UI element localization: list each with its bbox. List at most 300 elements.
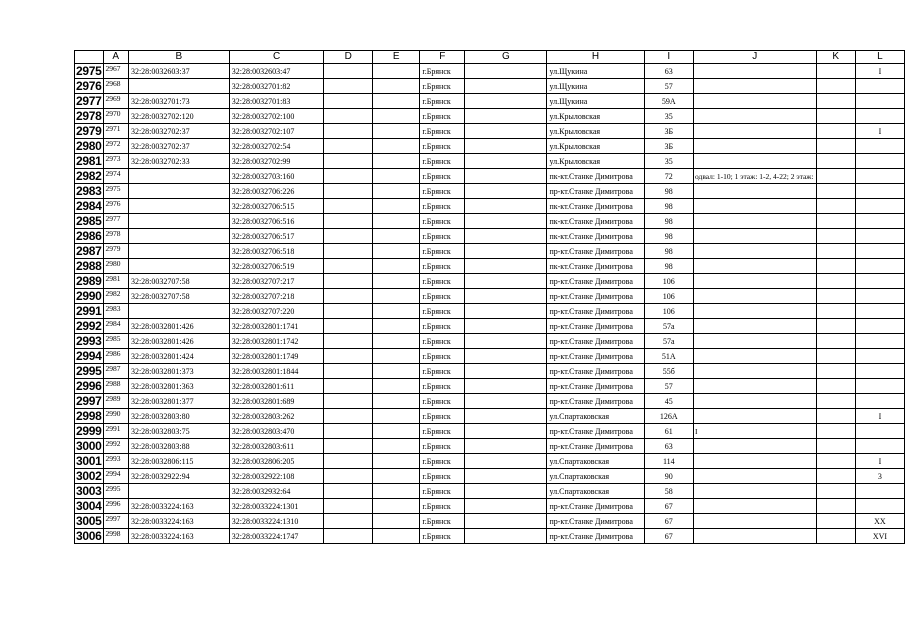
cell-h[interactable]: ул.Щукина xyxy=(547,79,644,94)
cell-c[interactable]: 32:28:0032922:108 xyxy=(229,469,324,484)
row-number[interactable]: 2977 xyxy=(76,93,102,108)
cell-e[interactable] xyxy=(372,424,419,439)
cell-a[interactable]: 2990 xyxy=(103,409,128,424)
row-number[interactable]: 2994 xyxy=(76,348,102,363)
cell-l[interactable] xyxy=(855,394,904,409)
cell-a[interactable]: 2982 xyxy=(103,289,128,304)
cell-i[interactable]: 90 xyxy=(644,469,693,484)
cell-d[interactable] xyxy=(324,364,372,379)
cell-i[interactable]: 45 xyxy=(644,394,693,409)
column-header-l[interactable]: L xyxy=(855,51,904,64)
cell-g[interactable] xyxy=(465,409,547,424)
cell-d[interactable] xyxy=(324,199,372,214)
row-number[interactable]: 2983 xyxy=(76,183,102,198)
cell-c[interactable]: 32:28:0032801:611 xyxy=(229,379,324,394)
cell-h[interactable]: ул.Крыловская xyxy=(547,154,644,169)
cell-f[interactable]: г.Брянск xyxy=(420,214,465,229)
cell-k[interactable] xyxy=(816,139,855,154)
cell-d[interactable] xyxy=(324,454,372,469)
cell-i[interactable]: 98 xyxy=(644,229,693,244)
cell-b[interactable]: 32:28:0032803:88 xyxy=(128,439,229,454)
cell-c[interactable]: 32:28:0032803:611 xyxy=(229,439,324,454)
cell-k[interactable] xyxy=(816,439,855,454)
cell-f[interactable]: г.Брянск xyxy=(420,319,465,334)
cell-j[interactable] xyxy=(694,394,817,409)
cell-g[interactable] xyxy=(465,229,547,244)
cell-j[interactable] xyxy=(694,289,817,304)
cell-k[interactable] xyxy=(816,364,855,379)
cell-a[interactable]: 2994 xyxy=(103,469,128,484)
cell-f[interactable]: г.Брянск xyxy=(420,124,465,139)
row-number[interactable]: 2978 xyxy=(76,108,102,123)
cell-e[interactable] xyxy=(372,469,419,484)
cell-g[interactable] xyxy=(465,214,547,229)
cell-l[interactable] xyxy=(855,94,904,109)
cell-h[interactable]: пр-кт.Станке Димитрова xyxy=(547,514,644,529)
cell-k[interactable] xyxy=(816,229,855,244)
cell-i[interactable]: 59А xyxy=(644,94,693,109)
cell-j[interactable] xyxy=(694,79,817,94)
cell-i[interactable]: 98 xyxy=(644,184,693,199)
cell-h[interactable]: ул.Щукина xyxy=(547,64,644,79)
cell-g[interactable] xyxy=(465,169,547,184)
cell-a[interactable]: 2977 xyxy=(103,214,128,229)
cell-f[interactable]: г.Брянск xyxy=(420,289,465,304)
cell-a[interactable]: 2998 xyxy=(103,529,128,544)
row-number[interactable]: 2997 xyxy=(76,393,102,408)
cell-i[interactable]: 63 xyxy=(644,64,693,79)
cell-k[interactable] xyxy=(816,349,855,364)
cell-b[interactable]: 32:28:0032801:426 xyxy=(128,319,229,334)
cell-k[interactable] xyxy=(816,469,855,484)
cell-f[interactable]: г.Брянск xyxy=(420,64,465,79)
cell-e[interactable] xyxy=(372,94,419,109)
cell-a[interactable]: 2974 xyxy=(103,169,128,184)
cell-g[interactable] xyxy=(465,94,547,109)
cell-c[interactable]: 32:28:0032702:99 xyxy=(229,154,324,169)
cell-a[interactable]: 2980 xyxy=(103,259,128,274)
cell-l[interactable] xyxy=(855,304,904,319)
cell-g[interactable] xyxy=(465,529,547,544)
cell-l[interactable] xyxy=(855,274,904,289)
cell-a[interactable]: 2983 xyxy=(103,304,128,319)
cell-a[interactable]: 2972 xyxy=(103,139,128,154)
cell-h[interactable]: ул.Крыловская xyxy=(547,139,644,154)
cell-d[interactable] xyxy=(324,334,372,349)
cell-b[interactable] xyxy=(128,214,229,229)
cell-j[interactable] xyxy=(694,184,817,199)
row-number[interactable]: 3005 xyxy=(76,513,102,528)
cell-d[interactable] xyxy=(324,109,372,124)
cell-f[interactable]: г.Брянск xyxy=(420,379,465,394)
cell-d[interactable] xyxy=(324,94,372,109)
cell-l[interactable] xyxy=(855,229,904,244)
row-number[interactable]: 2982 xyxy=(76,168,102,183)
row-number[interactable]: 2998 xyxy=(76,408,102,423)
row-number[interactable]: 2985 xyxy=(76,213,102,228)
cell-h[interactable]: ул.Крыловская xyxy=(547,109,644,124)
row-number[interactable]: 2980 xyxy=(76,138,102,153)
cell-i[interactable]: 57 xyxy=(644,379,693,394)
cell-d[interactable] xyxy=(324,379,372,394)
row-number[interactable]: 2995 xyxy=(76,363,102,378)
cell-f[interactable]: г.Брянск xyxy=(420,184,465,199)
cell-j[interactable] xyxy=(694,169,817,184)
cell-d[interactable] xyxy=(324,394,372,409)
cell-i[interactable]: 98 xyxy=(644,244,693,259)
cell-i[interactable]: 98 xyxy=(644,199,693,214)
cell-d[interactable] xyxy=(324,439,372,454)
cell-e[interactable] xyxy=(372,439,419,454)
column-header-c[interactable]: C xyxy=(229,51,324,64)
cell-c[interactable]: 32:28:0032801:1749 xyxy=(229,349,324,364)
row-number[interactable]: 2992 xyxy=(76,318,102,333)
cell-f[interactable]: г.Брянск xyxy=(420,394,465,409)
cell-j[interactable] xyxy=(694,94,817,109)
cell-j[interactable] xyxy=(694,514,817,529)
cell-e[interactable] xyxy=(372,514,419,529)
cell-j[interactable] xyxy=(694,319,817,334)
cell-k[interactable] xyxy=(816,274,855,289)
cell-h[interactable]: пр-кт.Станке Димитрова xyxy=(547,244,644,259)
cell-b[interactable]: 32:28:0032701:73 xyxy=(128,94,229,109)
cell-l[interactable] xyxy=(855,244,904,259)
cell-c[interactable]: 32:28:0032701:83 xyxy=(229,94,324,109)
cell-j[interactable] xyxy=(694,349,817,364)
cell-d[interactable] xyxy=(324,274,372,289)
cell-b[interactable]: 32:28:0032801:373 xyxy=(128,364,229,379)
cell-f[interactable]: г.Брянск xyxy=(420,259,465,274)
cell-e[interactable] xyxy=(372,184,419,199)
cell-i[interactable]: 57а xyxy=(644,319,693,334)
cell-f[interactable]: г.Брянск xyxy=(420,139,465,154)
cell-d[interactable] xyxy=(324,244,372,259)
cell-i[interactable]: 126А xyxy=(644,409,693,424)
cell-k[interactable] xyxy=(816,304,855,319)
cell-h[interactable]: пр-кт.Станке Димитрова xyxy=(547,184,644,199)
cell-l[interactable] xyxy=(855,484,904,499)
cell-b[interactable] xyxy=(128,229,229,244)
cell-g[interactable] xyxy=(465,64,547,79)
cell-h[interactable]: ул.Щукина xyxy=(547,94,644,109)
cell-k[interactable] xyxy=(816,259,855,274)
cell-b[interactable] xyxy=(128,484,229,499)
cell-c[interactable]: 32:28:0032707:217 xyxy=(229,274,324,289)
cell-k[interactable] xyxy=(816,529,855,544)
cell-l[interactable]: XVI xyxy=(855,529,904,544)
cell-i[interactable]: 63 xyxy=(644,439,693,454)
cell-j[interactable] xyxy=(694,274,817,289)
cell-g[interactable] xyxy=(465,499,547,514)
cell-j[interactable] xyxy=(694,304,817,319)
cell-a[interactable]: 2979 xyxy=(103,244,128,259)
cell-c[interactable]: 32:28:0032707:220 xyxy=(229,304,324,319)
cell-l[interactable] xyxy=(855,319,904,334)
cell-d[interactable] xyxy=(324,184,372,199)
cell-k[interactable] xyxy=(816,454,855,469)
cell-f[interactable]: г.Брянск xyxy=(420,469,465,484)
cell-f[interactable]: г.Брянск xyxy=(420,169,465,184)
cell-i[interactable]: 3Б xyxy=(644,139,693,154)
row-number[interactable]: 2996 xyxy=(76,378,102,393)
cell-j[interactable] xyxy=(694,259,817,274)
cell-i[interactable]: 57 xyxy=(644,79,693,94)
cell-f[interactable]: г.Брянск xyxy=(420,109,465,124)
cell-d[interactable] xyxy=(324,79,372,94)
cell-k[interactable] xyxy=(816,124,855,139)
cell-j[interactable] xyxy=(694,454,817,469)
cell-e[interactable] xyxy=(372,409,419,424)
cell-g[interactable] xyxy=(465,319,547,334)
cell-h[interactable]: пр-кт.Станке Димитрова xyxy=(547,379,644,394)
cell-b[interactable]: 32:28:0032603:37 xyxy=(128,64,229,79)
cell-l[interactable] xyxy=(855,499,904,514)
cell-h[interactable]: пр-кт.Станке Димитрова xyxy=(547,364,644,379)
row-number[interactable]: 2975 xyxy=(76,63,102,78)
row-number[interactable]: 2990 xyxy=(76,288,102,303)
cell-b[interactable]: 32:28:0032801:363 xyxy=(128,379,229,394)
cell-l[interactable] xyxy=(855,439,904,454)
cell-e[interactable] xyxy=(372,169,419,184)
cell-g[interactable] xyxy=(465,469,547,484)
cell-i[interactable]: 98 xyxy=(644,214,693,229)
cell-g[interactable] xyxy=(465,244,547,259)
cell-e[interactable] xyxy=(372,349,419,364)
cell-g[interactable] xyxy=(465,454,547,469)
corner-cell[interactable] xyxy=(75,51,104,64)
row-number[interactable]: 3000 xyxy=(76,438,102,453)
cell-j[interactable] xyxy=(694,199,817,214)
cell-k[interactable] xyxy=(816,214,855,229)
cell-c[interactable]: 32:28:0032706:226 xyxy=(229,184,324,199)
cell-l[interactable] xyxy=(855,424,904,439)
cell-f[interactable]: г.Брянск xyxy=(420,274,465,289)
cell-d[interactable] xyxy=(324,64,372,79)
cell-i[interactable]: 51А xyxy=(644,349,693,364)
cell-l[interactable] xyxy=(855,79,904,94)
row-number[interactable]: 2988 xyxy=(76,258,102,273)
cell-f[interactable]: г.Брянск xyxy=(420,229,465,244)
cell-a[interactable]: 2981 xyxy=(103,274,128,289)
cell-g[interactable] xyxy=(465,394,547,409)
cell-j[interactable] xyxy=(694,499,817,514)
cell-h[interactable]: пк-кт.Станке Димитрова xyxy=(547,169,644,184)
cell-c[interactable]: 32:28:0032703:160 xyxy=(229,169,324,184)
cell-f[interactable]: г.Брянск xyxy=(420,499,465,514)
cell-i[interactable]: 35 xyxy=(644,109,693,124)
cell-j[interactable] xyxy=(694,469,817,484)
cell-d[interactable] xyxy=(324,469,372,484)
cell-d[interactable] xyxy=(324,349,372,364)
cell-f[interactable]: г.Брянск xyxy=(420,409,465,424)
cell-b[interactable]: 32:28:0033224:163 xyxy=(128,499,229,514)
cell-k[interactable] xyxy=(816,289,855,304)
cell-i[interactable]: 35 xyxy=(644,154,693,169)
cell-b[interactable]: 32:28:0033224:163 xyxy=(128,514,229,529)
cell-k[interactable] xyxy=(816,334,855,349)
cell-c[interactable]: 32:28:0033224:1747 xyxy=(229,529,324,544)
cell-k[interactable] xyxy=(816,514,855,529)
cell-k[interactable] xyxy=(816,319,855,334)
cell-b[interactable] xyxy=(128,169,229,184)
cell-a[interactable]: 2970 xyxy=(103,109,128,124)
cell-h[interactable]: пр-кт.Станке Димитрова xyxy=(547,424,644,439)
cell-e[interactable] xyxy=(372,304,419,319)
cell-l[interactable] xyxy=(855,199,904,214)
row-number[interactable]: 3001 xyxy=(76,453,102,468)
cell-f[interactable]: г.Брянск xyxy=(420,94,465,109)
cell-c[interactable]: 32:28:0032801:1741 xyxy=(229,319,324,334)
cell-d[interactable] xyxy=(324,409,372,424)
cell-h[interactable]: пр-кт.Станке Димитрова xyxy=(547,349,644,364)
cell-k[interactable] xyxy=(816,424,855,439)
cell-d[interactable] xyxy=(324,169,372,184)
cell-g[interactable] xyxy=(465,379,547,394)
cell-f[interactable]: г.Брянск xyxy=(420,529,465,544)
cell-a[interactable]: 2975 xyxy=(103,184,128,199)
cell-b[interactable] xyxy=(128,304,229,319)
cell-e[interactable] xyxy=(372,379,419,394)
column-header-j[interactable]: J xyxy=(694,51,817,64)
cell-b[interactable]: 32:28:0032801:424 xyxy=(128,349,229,364)
cell-a[interactable]: 2967 xyxy=(103,64,128,79)
cell-e[interactable] xyxy=(372,499,419,514)
cell-l[interactable] xyxy=(855,379,904,394)
cell-c[interactable]: 32:28:0032706:518 xyxy=(229,244,324,259)
cell-h[interactable]: пр-кт.Станке Димитрова xyxy=(547,319,644,334)
cell-l[interactable]: I xyxy=(855,454,904,469)
cell-g[interactable] xyxy=(465,439,547,454)
cell-a[interactable]: 2989 xyxy=(103,394,128,409)
cell-l[interactable]: 3 xyxy=(855,469,904,484)
cell-b[interactable] xyxy=(128,259,229,274)
cell-a[interactable]: 2976 xyxy=(103,199,128,214)
cell-f[interactable]: г.Брянск xyxy=(420,199,465,214)
cell-g[interactable] xyxy=(465,79,547,94)
cell-e[interactable] xyxy=(372,214,419,229)
cell-b[interactable] xyxy=(128,199,229,214)
cell-c[interactable]: 32:28:0032603:47 xyxy=(229,64,324,79)
cell-k[interactable] xyxy=(816,184,855,199)
cell-g[interactable] xyxy=(465,484,547,499)
cell-l[interactable] xyxy=(855,349,904,364)
cell-c[interactable]: 32:28:0032932:64 xyxy=(229,484,324,499)
cell-h[interactable]: пр-кт.Станке Димитрова xyxy=(547,439,644,454)
cell-e[interactable] xyxy=(372,79,419,94)
cell-l[interactable] xyxy=(855,169,904,184)
cell-k[interactable] xyxy=(816,169,855,184)
cell-j[interactable] xyxy=(694,409,817,424)
cell-c[interactable]: 32:28:0032702:107 xyxy=(229,124,324,139)
row-number[interactable]: 2987 xyxy=(76,243,102,258)
row-number[interactable]: 2999 xyxy=(76,423,102,438)
cell-j[interactable] xyxy=(694,424,817,439)
cell-h[interactable]: пр-кт.Станке Димитрова xyxy=(547,394,644,409)
cell-l[interactable]: I xyxy=(855,409,904,424)
cell-a[interactable]: 2993 xyxy=(103,454,128,469)
cell-b[interactable]: 32:28:0032707:58 xyxy=(128,289,229,304)
cell-g[interactable] xyxy=(465,109,547,124)
cell-i[interactable]: 61 xyxy=(644,424,693,439)
cell-d[interactable] xyxy=(324,259,372,274)
cell-e[interactable] xyxy=(372,529,419,544)
cell-g[interactable] xyxy=(465,334,547,349)
cell-d[interactable] xyxy=(324,124,372,139)
cell-g[interactable] xyxy=(465,514,547,529)
cell-l[interactable] xyxy=(855,184,904,199)
row-number[interactable]: 2993 xyxy=(76,333,102,348)
cell-d[interactable] xyxy=(324,154,372,169)
row-number[interactable]: 3004 xyxy=(76,498,102,513)
cell-b[interactable]: 32:28:0032801:377 xyxy=(128,394,229,409)
cell-g[interactable] xyxy=(465,274,547,289)
cell-f[interactable]: г.Брянск xyxy=(420,364,465,379)
cell-e[interactable] xyxy=(372,139,419,154)
row-number[interactable]: 2981 xyxy=(76,153,102,168)
cell-d[interactable] xyxy=(324,319,372,334)
cell-k[interactable] xyxy=(816,79,855,94)
cell-b[interactable] xyxy=(128,184,229,199)
column-header-a[interactable]: A xyxy=(103,51,128,64)
cell-h[interactable]: пк-кт.Станке Димитрова xyxy=(547,229,644,244)
cell-j[interactable] xyxy=(694,64,817,79)
cell-c[interactable]: 32:28:0032806:205 xyxy=(229,454,324,469)
row-number[interactable]: 2991 xyxy=(76,303,102,318)
cell-f[interactable]: г.Брянск xyxy=(420,424,465,439)
row-number[interactable]: 2976 xyxy=(76,78,102,93)
cell-d[interactable] xyxy=(324,214,372,229)
cell-l[interactable] xyxy=(855,259,904,274)
cell-e[interactable] xyxy=(372,199,419,214)
cell-l[interactable] xyxy=(855,109,904,124)
cell-a[interactable]: 2984 xyxy=(103,319,128,334)
cell-j[interactable] xyxy=(694,244,817,259)
cell-e[interactable] xyxy=(372,394,419,409)
cell-g[interactable] xyxy=(465,259,547,274)
cell-c[interactable]: 32:28:0032707:218 xyxy=(229,289,324,304)
cell-l[interactable] xyxy=(855,289,904,304)
cell-b[interactable]: 32:28:0032702:37 xyxy=(128,124,229,139)
cell-e[interactable] xyxy=(372,454,419,469)
cell-i[interactable]: 67 xyxy=(644,529,693,544)
column-header-k[interactable]: K xyxy=(816,51,855,64)
cell-a[interactable]: 2971 xyxy=(103,124,128,139)
cell-l[interactable] xyxy=(855,154,904,169)
cell-g[interactable] xyxy=(465,349,547,364)
cell-i[interactable]: 106 xyxy=(644,274,693,289)
cell-a[interactable]: 2973 xyxy=(103,154,128,169)
cell-a[interactable]: 2978 xyxy=(103,229,128,244)
cell-h[interactable]: ул.Спартаковская xyxy=(547,409,644,424)
cell-e[interactable] xyxy=(372,319,419,334)
cell-j[interactable] xyxy=(694,139,817,154)
cell-a[interactable]: 2968 xyxy=(103,79,128,94)
cell-c[interactable]: 32:28:0032702:100 xyxy=(229,109,324,124)
cell-j[interactable] xyxy=(694,124,817,139)
cell-h[interactable]: ул.Спартаковская xyxy=(547,454,644,469)
cell-i[interactable]: 3Б xyxy=(644,124,693,139)
cell-a[interactable]: 2995 xyxy=(103,484,128,499)
row-number[interactable]: 2986 xyxy=(76,228,102,243)
cell-i[interactable]: 72 xyxy=(644,169,693,184)
cell-j[interactable] xyxy=(694,334,817,349)
cell-c[interactable]: 32:28:0033224:1310 xyxy=(229,514,324,529)
cell-j[interactable] xyxy=(694,154,817,169)
cell-e[interactable] xyxy=(372,484,419,499)
cell-d[interactable] xyxy=(324,484,372,499)
cell-b[interactable]: 32:28:0033224:163 xyxy=(128,529,229,544)
cell-l[interactable] xyxy=(855,364,904,379)
